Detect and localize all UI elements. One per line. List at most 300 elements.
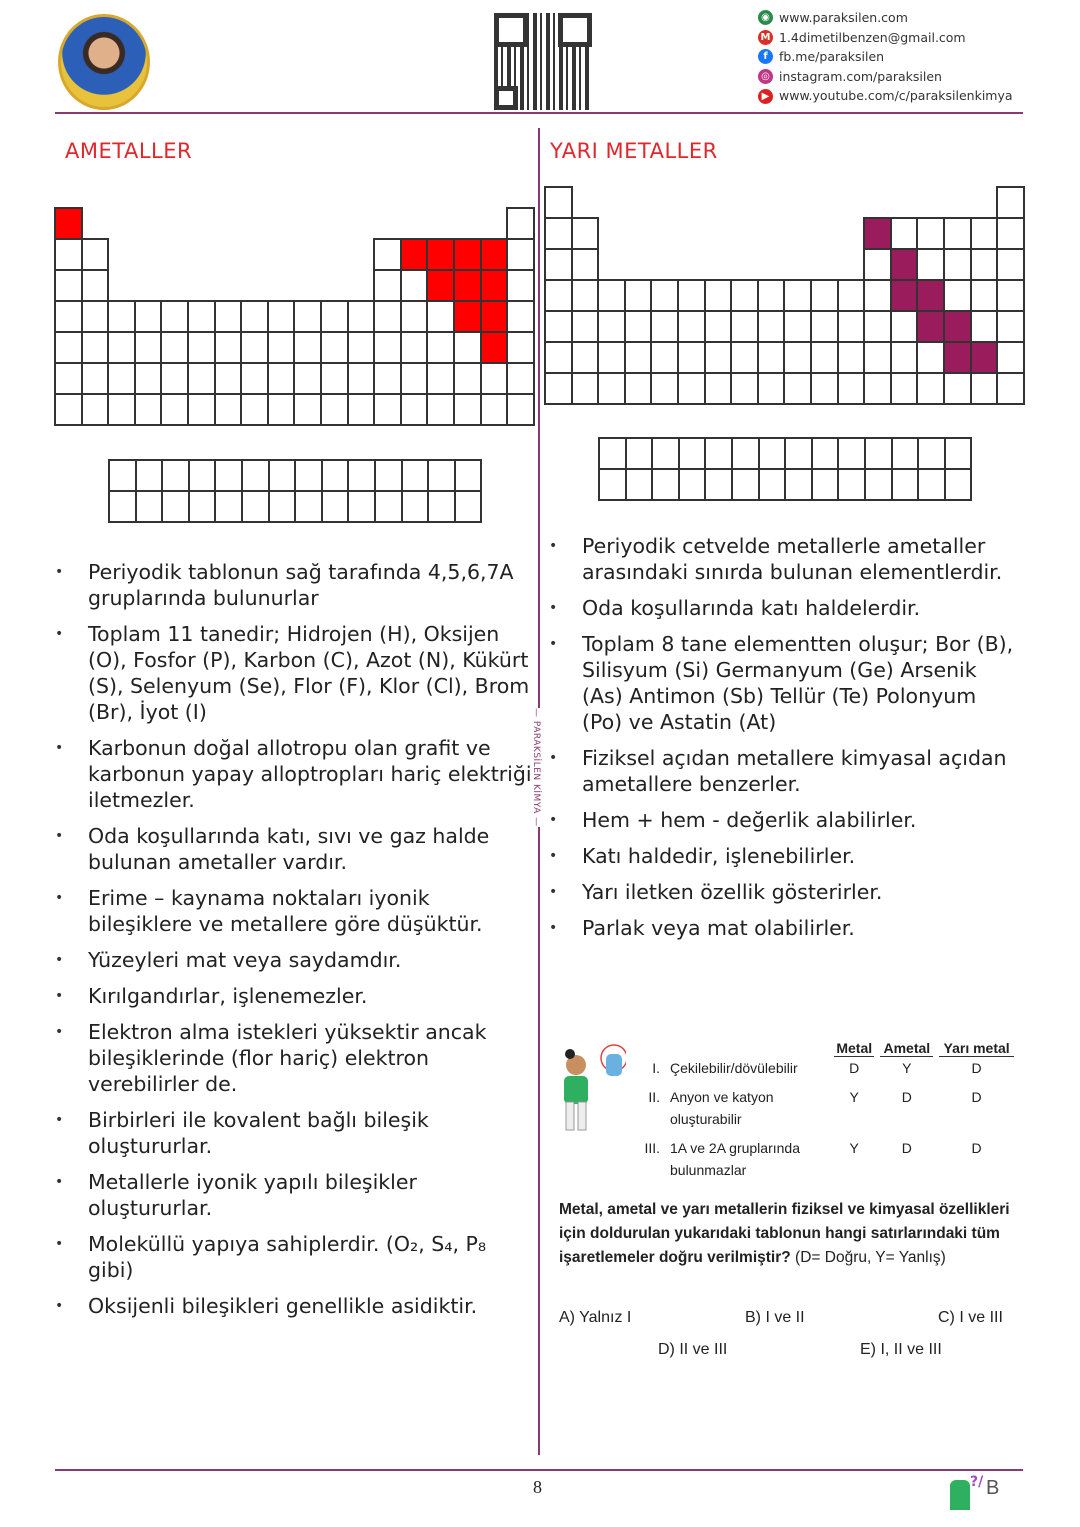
element-cell: [400, 362, 429, 395]
element-cell: [293, 300, 322, 333]
element-cell: [320, 362, 349, 395]
element-cell: [400, 393, 429, 426]
youtube-icon: ▶: [758, 89, 773, 104]
f-block-cell: [758, 437, 787, 470]
highlighted-element-cell: [970, 341, 999, 374]
element-cell: [160, 300, 189, 333]
contact-item[interactable]: [758, 8, 1013, 28]
highlighted-element-cell: [54, 207, 83, 240]
element-cell: [624, 372, 653, 405]
page-number: 8: [533, 1477, 542, 1497]
element-cell: [863, 279, 892, 312]
option-d[interactable]: D) II ve III: [658, 1341, 728, 1358]
f-block-cell: [454, 490, 483, 523]
f-block-cell: [837, 468, 866, 501]
col-header-yari-metal: Yarı metal: [939, 1040, 1014, 1057]
facebook-icon: f: [758, 49, 773, 64]
property-item: • Fiziksel açıdan metallere kimyasal açıdan ametallere benzerler.: [549, 745, 1019, 797]
table-row: [636, 1057, 1014, 1086]
element-cell: [970, 372, 999, 405]
element-cell: [677, 310, 706, 343]
row-value: Y: [902, 1060, 912, 1076]
element-cell: [863, 248, 892, 281]
row-value: D: [849, 1060, 860, 1076]
highlighted-element-cell: [916, 310, 945, 343]
element-cell: [597, 279, 626, 312]
question-mark-icon: ?/: [970, 1474, 984, 1490]
element-cell: [426, 331, 455, 364]
highlighted-element-cell: [480, 269, 509, 302]
element-cell: [544, 248, 573, 281]
element-cell: [970, 279, 999, 312]
element-cell: [506, 393, 535, 426]
element-cell: [320, 300, 349, 333]
element-cell: [783, 372, 812, 405]
element-cell: [943, 217, 972, 250]
f-block-cell: [268, 490, 297, 523]
table-row: [636, 1137, 1014, 1188]
element-cell: [943, 248, 972, 281]
col-header-metal: Metal: [834, 1040, 874, 1057]
highlighted-element-cell: [453, 238, 482, 271]
element-cell: [810, 310, 839, 343]
property-item: • Elektron alma istekleri yüksektir ancak bileşiklerinde (flor hariç) elektron verebilirler de.: [55, 1019, 537, 1097]
element-cell: [916, 248, 945, 281]
f-block-cell: [135, 459, 164, 492]
property-item: • Erime – kaynama noktaları iyonik bileşiklere ve metallere göre düşüktür.: [55, 885, 537, 937]
f-block-cell: [704, 437, 733, 470]
element-cell: [267, 393, 296, 426]
element-cell: [240, 331, 269, 364]
f-block-cell: [374, 490, 403, 523]
element-cell: [54, 300, 83, 333]
element-cell: [730, 310, 759, 343]
element-cell: [677, 279, 706, 312]
element-cell: [677, 372, 706, 405]
element-cell: [506, 362, 535, 395]
element-cell: [863, 372, 892, 405]
element-cell: [453, 331, 482, 364]
f-block-cell: [704, 468, 733, 501]
f-block-cell: [135, 490, 164, 523]
element-cell: [571, 310, 600, 343]
f-block-cell: [374, 459, 403, 492]
element-cell: [783, 310, 812, 343]
element-cell: [293, 331, 322, 364]
element-cell: [373, 362, 402, 395]
element-cell: [970, 248, 999, 281]
element-cell: [107, 331, 136, 364]
element-cell: [214, 300, 243, 333]
f-block-cell: [294, 490, 323, 523]
table-row: [636, 1086, 1014, 1137]
element-cell: [506, 269, 535, 302]
highlighted-element-cell: [426, 238, 455, 271]
f-block-cell: [427, 490, 456, 523]
element-cell: [400, 269, 429, 302]
element-cell: [624, 279, 653, 312]
contact-text: www.youtube.com/c/paraksilenkimya: [779, 88, 1013, 104]
f-block-cell: [598, 468, 627, 501]
highlighted-element-cell: [426, 269, 455, 302]
element-cell: [704, 341, 733, 374]
element-cell: [426, 300, 455, 333]
row-statement: Çekilebilir/dövülebilir: [670, 1060, 798, 1076]
col-header-ametal: Ametal: [880, 1040, 933, 1057]
element-cell: [373, 238, 402, 271]
f-block-cell: [214, 490, 243, 523]
f-block-cell: [917, 468, 946, 501]
element-cell: [81, 362, 110, 395]
property-item: • Periyodik cetvelde metallerle ametaller arasındaki sınırda bulunan elementlerdir.: [549, 533, 1019, 585]
element-cell: [730, 279, 759, 312]
element-cell: [996, 279, 1025, 312]
element-cell: [240, 393, 269, 426]
element-cell: [571, 279, 600, 312]
property-item: • Kırılgandırlar, işlenemezler.: [55, 983, 537, 1009]
element-cell: [347, 362, 376, 395]
f-block-cell: [917, 437, 946, 470]
row-value: Y: [849, 1140, 859, 1156]
row-statement: Anyon ve katyon oluşturabilir: [670, 1089, 774, 1127]
yari-metal-properties-list: [549, 533, 1019, 951]
property-item: • Oda koşullarında katı, sıvı ve gaz halde bulunan ametaller vardır.: [55, 823, 537, 875]
contact-item[interactable]: [758, 86, 1013, 106]
property-item: • Hem + hem - değerlik alabilirler.: [549, 807, 1019, 833]
element-cell: [783, 341, 812, 374]
row-value: Y: [849, 1089, 859, 1105]
f-block-cell: [347, 459, 376, 492]
f-block-cell: [864, 468, 893, 501]
property-item: • Moleküllü yapıya sahiplerdir. (O₂, S₄, P₈ gibi): [55, 1231, 537, 1283]
element-cell: [453, 362, 482, 395]
f-block-cell: [944, 437, 973, 470]
element-cell: [81, 238, 110, 271]
element-cell: [783, 279, 812, 312]
element-cell: [544, 372, 573, 405]
f-block-cell: [758, 468, 787, 501]
element-cell: [373, 393, 402, 426]
divider-text: — PARAKSİLEN KİMYA —: [531, 708, 541, 827]
element-cell: [837, 372, 866, 405]
element-cell: [54, 331, 83, 364]
element-cell: [480, 393, 509, 426]
element-cell: [54, 269, 83, 302]
f-block-cell: [188, 490, 217, 523]
element-cell: [373, 300, 402, 333]
element-cell: [107, 300, 136, 333]
element-cell: [757, 372, 786, 405]
highlighted-element-cell: [453, 300, 482, 333]
contact-item[interactable]: [758, 28, 1013, 48]
element-cell: [810, 279, 839, 312]
element-cell: [373, 269, 402, 302]
mascot-illustration: [556, 1040, 626, 1140]
f-block-cell: [837, 437, 866, 470]
highlighted-element-cell: [400, 238, 429, 271]
row-number: I.: [652, 1060, 660, 1076]
element-cell: [347, 331, 376, 364]
f-block-cell: [188, 459, 217, 492]
element-cell: [54, 393, 83, 426]
element-cell: [506, 207, 535, 240]
f-block-cell: [784, 437, 813, 470]
element-cell: [544, 310, 573, 343]
element-cell: [996, 217, 1025, 250]
element-cell: [890, 310, 919, 343]
element-cell: [996, 248, 1025, 281]
element-cell: [160, 331, 189, 364]
property-item: • Oksijenli bileşikleri genellikle asidiktir.: [55, 1293, 537, 1319]
element-cell: [267, 331, 296, 364]
element-cell: [677, 341, 706, 374]
f-block-cell: [294, 459, 323, 492]
element-cell: [863, 341, 892, 374]
element-cell: [81, 269, 110, 302]
element-cell: [916, 217, 945, 250]
element-cell: [81, 393, 110, 426]
property-item: • Toplam 11 tanedir; Hidrojen (H), Oksijen (O), Fosfor (P), Karbon (C), Azot (N), Kükürt (S), Selenyum (Se), Flor (F), Klor (Cl), Brom (Br), İyot (I): [55, 621, 537, 725]
instagram-icon: ◎: [758, 69, 773, 84]
element-cell: [293, 362, 322, 395]
element-cell: [810, 341, 839, 374]
f-block-cell: [731, 468, 760, 501]
f-block-cell: [651, 437, 680, 470]
element-cell: [916, 341, 945, 374]
highlighted-element-cell: [480, 331, 509, 364]
section-title-yari-metaller: YARI METALLER: [550, 139, 718, 163]
element-cell: [187, 393, 216, 426]
element-cell: [757, 310, 786, 343]
element-cell: [347, 393, 376, 426]
element-cell: [943, 279, 972, 312]
f-block-cell: [625, 468, 654, 501]
element-cell: [81, 300, 110, 333]
highlighted-element-cell: [863, 217, 892, 250]
property-item: • Oda koşullarında katı haldelerdir.: [549, 595, 1019, 621]
f-block-cell: [944, 468, 973, 501]
f-block-cell: [321, 459, 350, 492]
f-block-cell: [811, 437, 840, 470]
contact-text: 1.4dimetilbenzen@gmail.com: [779, 29, 966, 45]
element-cell: [704, 372, 733, 405]
footer-divider: [55, 1469, 1023, 1471]
property-item: • Metallerle iyonik yapılı bileşikler oluştururlar.: [55, 1169, 537, 1221]
element-cell: [650, 310, 679, 343]
f-block-cell: [784, 468, 813, 501]
row-statement: 1A ve 2A gruplarında bulunmazlar: [670, 1140, 800, 1178]
element-cell: [837, 341, 866, 374]
f-block-cell: [651, 468, 680, 501]
row-value: D: [901, 1089, 912, 1105]
property-item: • Yüzeyleri mat veya saydamdır.: [55, 947, 537, 973]
element-cell: [650, 279, 679, 312]
element-cell: [597, 341, 626, 374]
element-cell: [54, 238, 83, 271]
contact-text: instagram.com/paraksilen: [779, 68, 942, 84]
qr-code[interactable]: [494, 13, 592, 110]
contact-list: [758, 8, 1013, 106]
element-cell: [597, 310, 626, 343]
element-cell: [453, 393, 482, 426]
element-cell: [996, 186, 1025, 219]
element-cell: [837, 310, 866, 343]
element-cell: [571, 217, 600, 250]
element-cell: [240, 362, 269, 395]
element-cell: [650, 372, 679, 405]
element-cell: [373, 331, 402, 364]
f-block-cell: [241, 459, 270, 492]
element-cell: [863, 310, 892, 343]
option-e[interactable]: E) I, II ve III: [860, 1341, 942, 1358]
option-a[interactable]: A) Yalnız I: [559, 1309, 632, 1326]
element-cell: [107, 393, 136, 426]
element-cell: [293, 393, 322, 426]
element-cell: [426, 362, 455, 395]
f-block-cell: [811, 468, 840, 501]
element-cell: [160, 393, 189, 426]
property-item: • Parlak veya mat olabilirler.: [549, 915, 1019, 941]
f-block-cell: [401, 459, 430, 492]
f-block-cell: [731, 437, 760, 470]
element-cell: [996, 341, 1025, 374]
element-cell: [597, 372, 626, 405]
element-cell: [400, 300, 429, 333]
element-cell: [160, 362, 189, 395]
property-item: • Birbirleri ile kovalent bağlı bileşik oluştururlar.: [55, 1107, 537, 1159]
element-cell: [757, 279, 786, 312]
element-cell: [624, 310, 653, 343]
element-cell: [837, 279, 866, 312]
element-cell: [214, 362, 243, 395]
f-block-cell: [864, 437, 893, 470]
option-b[interactable]: B) I ve II: [745, 1309, 805, 1326]
f-block-cell: [427, 459, 456, 492]
gmail-icon: M: [758, 30, 773, 45]
section-title-ametaller: AMETALLER: [65, 139, 193, 163]
f-block-cell: [454, 459, 483, 492]
row-value: D: [901, 1140, 912, 1156]
highlighted-element-cell: [480, 300, 509, 333]
f-block-cell: [321, 490, 350, 523]
element-cell: [544, 186, 573, 219]
element-cell: [187, 362, 216, 395]
property-item: • Yarı iletken özellik gösterirler.: [549, 879, 1019, 905]
row-value: D: [971, 1060, 982, 1076]
element-cell: [757, 341, 786, 374]
element-cell: [704, 279, 733, 312]
question-stem: Metal, ametal ve yarı metallerin fiziksel ve kimyasal özellikleri için doldurulan yukarıdaki tablonun hangi satırlarındaki tüm işaretlemeler doğru verilmiştir? (D= Doğru, Y= Yanlış): [559, 1201, 1010, 1266]
element-cell: [506, 238, 535, 271]
property-item: • Katı haldedir, işlenebilirler.: [549, 843, 1019, 869]
f-block-cell: [401, 490, 430, 523]
element-cell: [916, 372, 945, 405]
contact-text: www.paraksilen.com: [779, 10, 908, 25]
element-cell: [996, 310, 1025, 343]
element-cell: [426, 393, 455, 426]
highlighted-element-cell: [943, 310, 972, 343]
element-cell: [506, 300, 535, 333]
element-cell: [107, 362, 136, 395]
element-cell: [400, 331, 429, 364]
option-c[interactable]: C) I ve III: [938, 1309, 1003, 1326]
f-block-cell: [678, 437, 707, 470]
property-item: • Karbonun doğal allotropu olan grafit ve karbonun yapay alloptropları hariç elektriği iletmezler.: [55, 735, 537, 813]
element-cell: [730, 341, 759, 374]
element-cell: [544, 217, 573, 250]
f-block-cell: [161, 490, 190, 523]
element-cell: [506, 331, 535, 364]
web-icon: ◉: [758, 10, 773, 25]
f-block-cell: [347, 490, 376, 523]
element-cell: [134, 393, 163, 426]
element-cell: [134, 300, 163, 333]
f-block-cell: [678, 468, 707, 501]
element-cell: [81, 331, 110, 364]
contact-text: fb.me/paraksilen: [779, 49, 885, 65]
element-cell: [214, 331, 243, 364]
header-divider: [55, 112, 1023, 114]
f-block-cell: [214, 459, 243, 492]
row-number: II.: [648, 1089, 660, 1105]
row-number: III.: [644, 1140, 660, 1156]
element-cell: [134, 362, 163, 395]
element-cell: [480, 362, 509, 395]
highlighted-element-cell: [890, 279, 919, 312]
element-cell: [730, 372, 759, 405]
element-cell: [571, 248, 600, 281]
element-cell: [214, 393, 243, 426]
f-block-cell: [625, 437, 654, 470]
element-cell: [650, 341, 679, 374]
element-cell: [240, 300, 269, 333]
f-block-cell: [108, 459, 137, 492]
element-cell: [996, 372, 1025, 405]
element-cell: [187, 300, 216, 333]
f-block-cell: [891, 468, 920, 501]
booklet-letter: B: [986, 1477, 1000, 1499]
element-cell: [571, 341, 600, 374]
contact-item[interactable]: [758, 47, 1013, 67]
f-block-cell: [161, 459, 190, 492]
element-cell: [134, 331, 163, 364]
highlighted-element-cell: [480, 238, 509, 271]
element-cell: [267, 362, 296, 395]
element-cell: [320, 393, 349, 426]
row-value: D: [971, 1140, 982, 1156]
element-cell: [704, 310, 733, 343]
element-cell: [624, 341, 653, 374]
element-cell: [890, 341, 919, 374]
highlighted-element-cell: [916, 279, 945, 312]
mascot-footer-icon: [950, 1480, 970, 1510]
f-block-cell: [891, 437, 920, 470]
highlighted-element-cell: [453, 269, 482, 302]
element-cell: [54, 362, 83, 395]
highlighted-element-cell: [943, 341, 972, 374]
row-value: D: [971, 1089, 982, 1105]
contact-item[interactable]: [758, 67, 1013, 87]
element-cell: [544, 341, 573, 374]
author-avatar: [58, 14, 150, 110]
element-cell: [544, 279, 573, 312]
question-table: [630, 1040, 1020, 1188]
f-block-cell: [241, 490, 270, 523]
element-cell: [267, 300, 296, 333]
element-cell: [320, 331, 349, 364]
element-cell: [571, 372, 600, 405]
f-block-cell: [108, 490, 137, 523]
